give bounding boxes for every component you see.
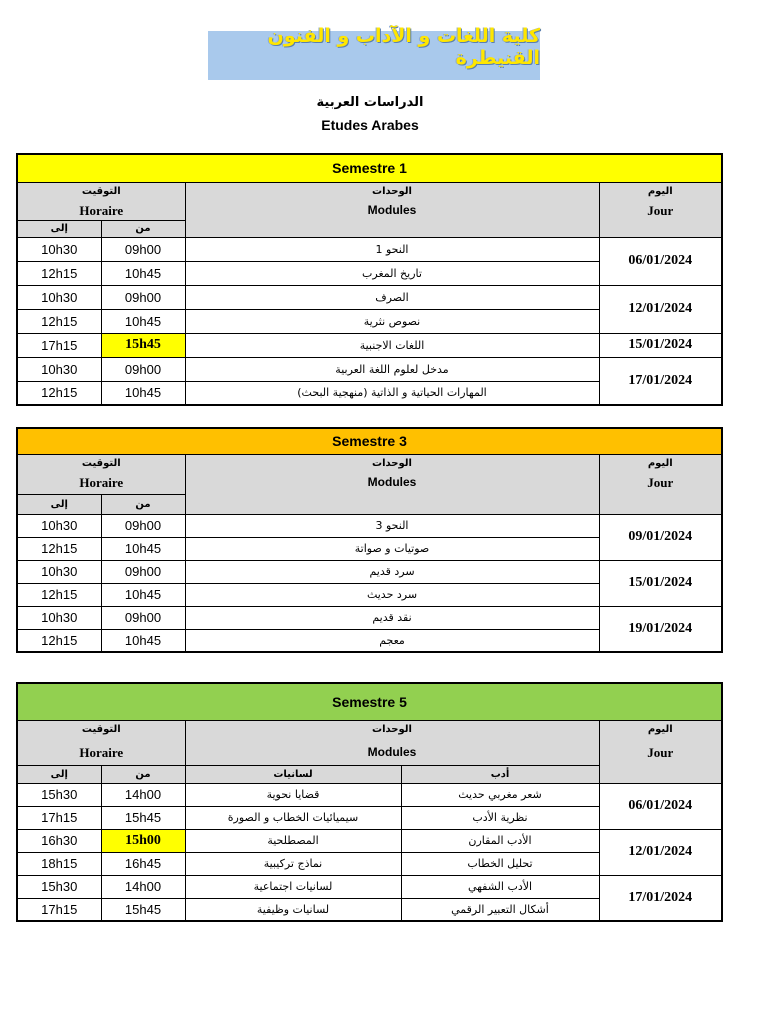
table-row: [17, 875, 722, 898]
table-row: [17, 237, 722, 261]
start-time: 09h00: [101, 606, 185, 629]
start-time: 10h45: [101, 537, 185, 560]
module-name: الصرف: [185, 285, 599, 309]
start-time-highlighted: 15h45: [101, 333, 185, 357]
end-time: 12h15: [17, 381, 101, 405]
module-name: نقد قديم: [185, 606, 599, 629]
start-time: 10h45: [101, 261, 185, 285]
from-header: من: [101, 220, 185, 237]
adab-module: تحليل الخطاب: [401, 852, 599, 875]
module-name: المهارات الحياتية و الذاتية (منهجية البحث): [185, 381, 599, 405]
start-time: 09h00: [101, 357, 185, 381]
lisaniyat-header: لسانيات: [185, 765, 401, 783]
lisaniyat-module: المصطلحية: [185, 829, 401, 852]
module-name: نصوص نثرية: [185, 309, 599, 333]
semester-title: Semestre 3: [17, 428, 722, 454]
start-time: 10h45: [101, 629, 185, 652]
end-time: 12h15: [17, 583, 101, 606]
adab-module: الأدب المقارن: [401, 829, 599, 852]
table-row: [17, 783, 722, 806]
start-time: 14h00: [101, 875, 185, 898]
start-time-highlighted: 15h00: [101, 829, 185, 852]
module-name: سرد قديم: [185, 560, 599, 583]
exam-date: 17/01/2024: [599, 357, 722, 405]
table-row: [17, 606, 722, 629]
module-name: اللغات الاجنبية: [185, 333, 599, 357]
start-time: 09h00: [101, 560, 185, 583]
exam-date: 17/01/2024: [599, 875, 722, 921]
table-row: [17, 285, 722, 309]
exam-date: 12/01/2024: [599, 829, 722, 875]
exam-date: 06/01/2024: [599, 783, 722, 829]
faculty-banner: [208, 24, 540, 80]
end-time: 16h30: [17, 829, 101, 852]
module-name: النحو 3: [185, 514, 599, 537]
modules-header: الوحدات Modules: [185, 720, 599, 765]
end-time: 12h15: [17, 537, 101, 560]
end-time: 12h15: [17, 261, 101, 285]
end-time: 18h15: [17, 852, 101, 875]
end-time: 17h15: [17, 333, 101, 357]
module-name: النحو 1: [185, 237, 599, 261]
department-title-ar: الدراسات العربية: [316, 95, 424, 110]
to-header: إلى: [17, 220, 101, 237]
end-time: 10h30: [17, 606, 101, 629]
module-name: مدخل لعلوم اللغة العربية: [185, 357, 599, 381]
start-time: 10h45: [101, 381, 185, 405]
module-name: صوتيات و صواتة: [185, 537, 599, 560]
jour-header: اليوم Jour: [599, 454, 722, 514]
exam-date: 12/01/2024: [599, 285, 722, 333]
exam-date: 15/01/2024: [599, 560, 722, 606]
end-time: 10h30: [17, 560, 101, 583]
lisaniyat-module: قضايا نحوية: [185, 783, 401, 806]
module-name: تاريخ المغرب: [185, 261, 599, 285]
modules-header: الوحدات Modules: [185, 182, 599, 237]
end-time: 10h30: [17, 357, 101, 381]
lisaniyat-module: لسانيات وظيفية: [185, 898, 401, 921]
end-time: 17h15: [17, 898, 101, 921]
end-time: 10h30: [17, 285, 101, 309]
adab-module: أشكال التعبير الرقمي: [401, 898, 599, 921]
exam-date: 19/01/2024: [599, 606, 722, 652]
end-time: 10h30: [17, 514, 101, 537]
end-time: 17h15: [17, 806, 101, 829]
table-row: [17, 829, 722, 852]
table-row: [17, 357, 722, 381]
table-row: [17, 560, 722, 583]
module-name: معجم: [185, 629, 599, 652]
horaire-header: التوقيت Horaire: [17, 720, 185, 765]
start-time: 15h45: [101, 898, 185, 921]
start-time: 09h00: [101, 285, 185, 309]
to-header: إلى: [17, 765, 101, 783]
to-header: إلى: [17, 494, 101, 514]
horaire-header: التوقيت Horaire: [17, 454, 185, 494]
end-time: 10h30: [17, 237, 101, 261]
exam-date: 15/01/2024: [599, 333, 722, 357]
semester-title: Semestre 5: [17, 683, 722, 720]
start-time: 14h00: [101, 783, 185, 806]
start-time: 10h45: [101, 583, 185, 606]
horaire-header: التوقيت Horaire: [17, 182, 185, 220]
module-name: سرد حديث: [185, 583, 599, 606]
end-time: 12h15: [17, 629, 101, 652]
semester-3-table: [16, 427, 721, 653]
start-time: 16h45: [101, 852, 185, 875]
semester-title: Semestre 1: [17, 154, 722, 182]
adab-header: أدب: [401, 765, 599, 783]
end-time: 15h30: [17, 875, 101, 898]
jour-header: اليوم Jour: [599, 182, 722, 237]
start-time: 09h00: [101, 514, 185, 537]
adab-module: شعر مغربي حديث: [401, 783, 599, 806]
from-header: من: [101, 765, 185, 783]
end-time: 15h30: [17, 783, 101, 806]
lisaniyat-module: سيميائيات الخطاب و الصورة: [185, 806, 401, 829]
semester-5-table: [16, 682, 721, 922]
department-title-fr: Etudes Arabes: [321, 117, 419, 133]
faculty-title: كلية اللغات و الآداب و الفنون القنيطرة: [267, 24, 540, 69]
table-row: [17, 514, 722, 537]
adab-module: نظرية الأدب: [401, 806, 599, 829]
from-header: من: [101, 494, 185, 514]
exam-date: 06/01/2024: [599, 237, 722, 285]
end-time: 12h15: [17, 309, 101, 333]
jour-header: اليوم Jour: [599, 720, 722, 783]
modules-header: الوحدات Modules: [185, 454, 599, 514]
semester-1-table: [16, 153, 721, 406]
lisaniyat-module: لسانيات اجتماعية: [185, 875, 401, 898]
exam-date: 09/01/2024: [599, 514, 722, 560]
start-time: 10h45: [101, 309, 185, 333]
table-row: [17, 333, 722, 357]
adab-module: الأدب الشفهي: [401, 875, 599, 898]
lisaniyat-module: نماذج تركيبية: [185, 852, 401, 875]
start-time: 09h00: [101, 237, 185, 261]
start-time: 15h45: [101, 806, 185, 829]
